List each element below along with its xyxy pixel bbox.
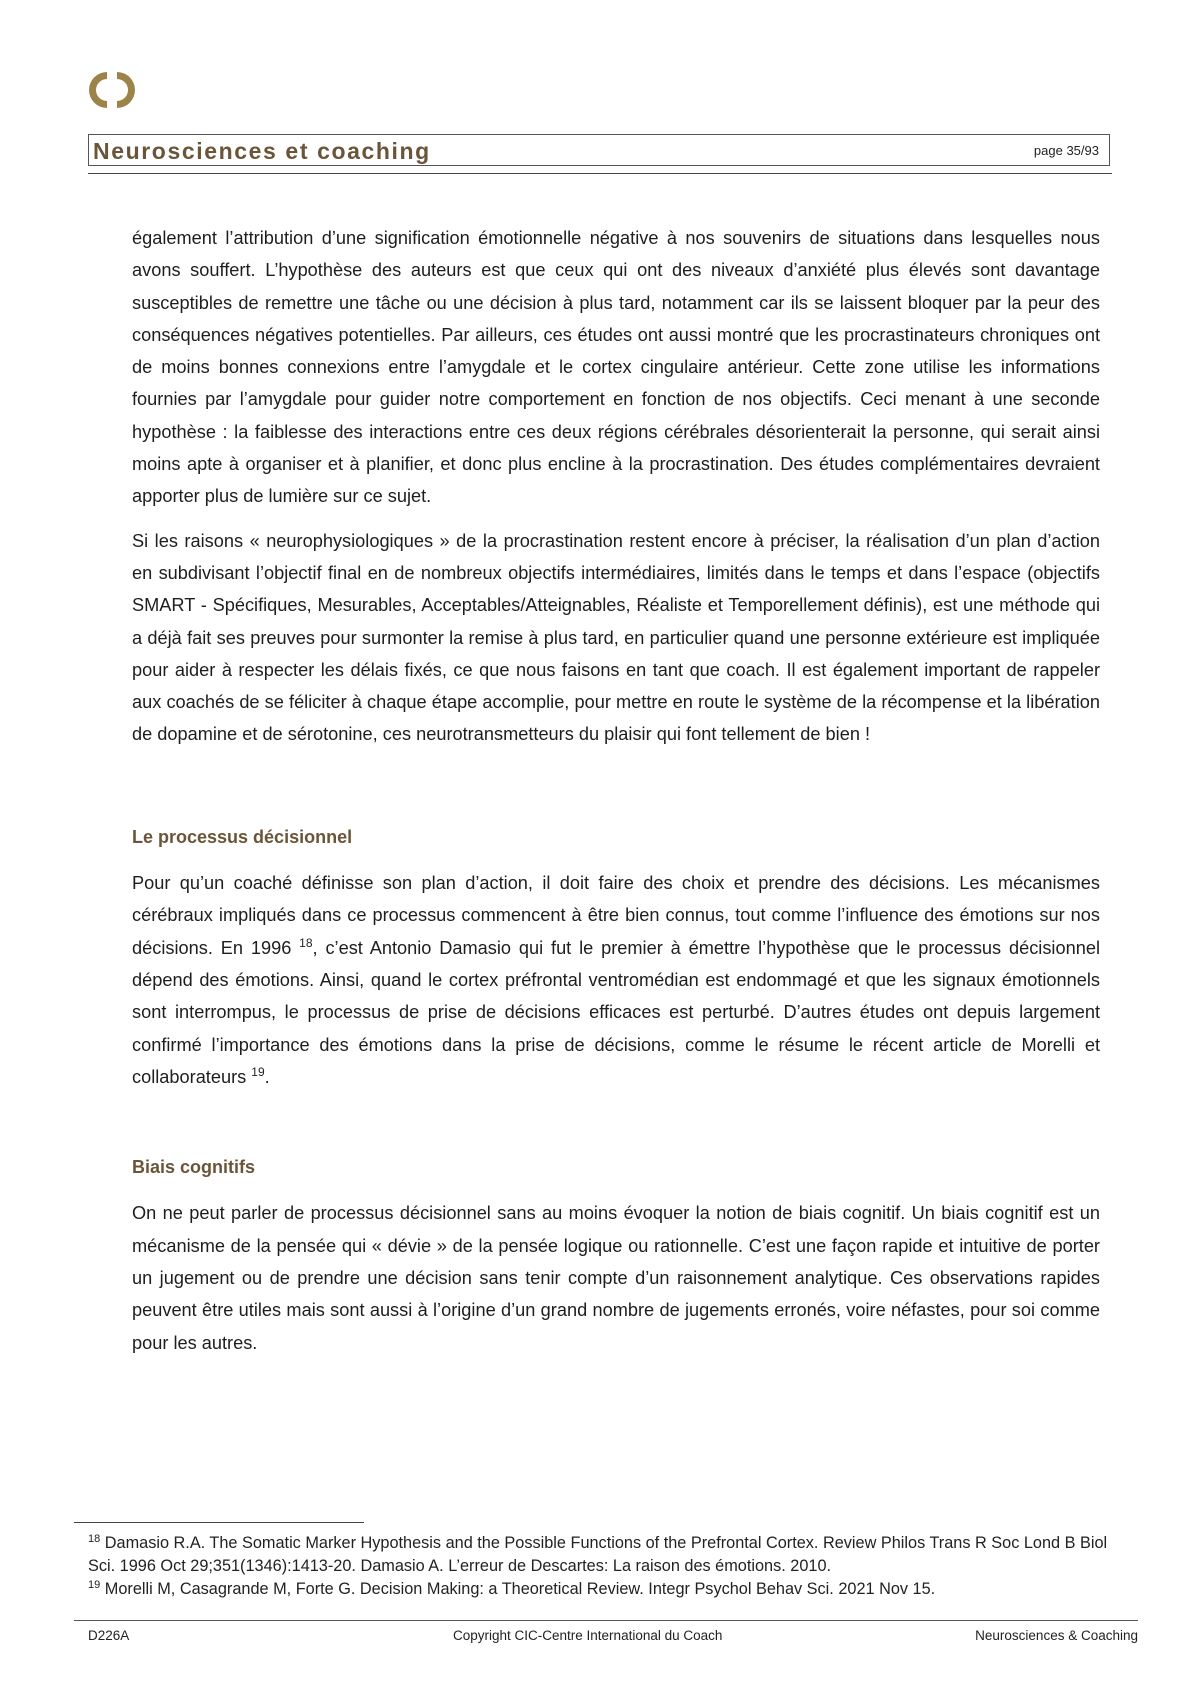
paragraph-text: , c’est Antonio Damasio qui fut le premier à émettre l’hypothèse que le processus décisionnel dépend des émotions. Ainsi, quand le cortex préfrontal ventromédian est endommagé et que les signaux émotionnels sont interrompus, le processus de prise de décisions efficaces est perturbé. D’autres études ont depuis largement confirmé l’importance des émotions dans la prise de décisions, comme le résume le récent article de Morelli et collaborateurs [132,937,1100,1087]
bracket-circle-logo-icon [88,66,136,114]
footnote-divider [74,1522,364,1523]
footnote-18 [88,1532,1118,1578]
footer-document-code: D226A [88,1628,130,1643]
footnote-number: 19 [88,1579,101,1591]
paragraph-text: . [264,1066,270,1087]
document-body [132,222,1100,1371]
paragraph: également l’attribution d’une signification émotionnelle négative à nos souvenirs de situations dans lesquelles nous avons souffert. L’hypothèse des auteurs est que ceux qui ont des niveaux d’anxiété plus élevés sont davantage susceptibles de remettre une tâche ou une décision à plus tard, notamment car ils se laissent bloquer par la peur des conséquences négatives potentielles. Par ailleurs, ces études ont aussi montré que les procrastinateurs chroniques ont de moins bonnes connexions entre l’amygdale et le cortex cingulaire antérieur. Cette zone utilise les informations fournies par l’amygdale pour guider notre comportement en fonction de nos objectifs. Ceci menant à une seconde hypothèse : la faiblesse des interactions entre ces deux régions cérébrales désorienterait la personne, qui serait ainsi moins apte à organiser et à planifier, et donc plus encline à la procrastination. Des études complémentaires devraient apporter plus de lumière sur ce sujet. [132,228,1100,507]
header-divider [88,173,1112,174]
section-heading-bias: Biais cognitifs [132,1157,256,1178]
footer-copyright: Copyright CIC-Centre International du Coach [453,1628,723,1643]
paragraph [132,867,1100,1093]
footnotes [88,1532,1118,1601]
footnote-text: Damasio R.A. The Somatic Marker Hypothesis and the Possible Functions of the Prefrontal Cortex. Review Philos Trans R Soc Lond B Biol Sci. 1996 Oct 29;351(1346):1413-20. Damasio A. L’erreur de Descartes: La raison des émotions. 2010. [88,1534,1108,1575]
footnote-ref-18[interactable]: 18 [299,935,313,950]
footer-divider [74,1620,1138,1621]
paragraph-text: Pour qu’un coaché définisse son plan d’action, il doit faire des choix et prendre des décisions. Les mécanismes cérébraux impliqués dans ce processus commencent à être bien connus, tout comme l’influence des émotions sur nos décisions. En 1996 [132,873,1100,958]
footnote-text: Morelli M, Casagrande M, Forte G. Decision Making: a Theoretical Review. Integr Psychol Behav Sci. 2021 Nov 15. [100,1580,936,1598]
footnote-19 [88,1578,1118,1601]
paragraph: Si les raisons « neurophysiologiques » de la procrastination restent encore à préciser, la réalisation d’un plan d’action en subdivisant l’objectif final en de nombreux objectifs intermédiaires, limités dans le temps et dans l’espace (objectifs SMART - Spécifiques, Mesurables, Acceptables/Atteignables, Réaliste et Temporellement définis), est une méthode qui a déjà fait ses preuves pour surmonter la remise à plus tard, en particulier quand une personne extérieure est impliquée pour aider à respecter les délais fixés, ce que nous faisons en tant que coach. Il est également important de rappeler aux coachés de se féliciter à chaque étape accomplie, pour mettre en route le système de la récompense et la libération de dopamine et de sérotonine, ces neurotransmetteurs du plaisir qui font tellement de bien ! [132,530,1100,745]
footnote-ref-19[interactable]: 19 [251,1064,265,1079]
paragraph: On ne peut parler de processus décisionnel sans au moins évoquer la notion de biais cognitif. Un biais cognitif est un mécanisme de la pensée qui « dévie » de la pensée logique ou rationnelle. C’est une façon rapide et intuitive de porter un jugement ou de prendre une décision sans tenir compte d’un raisonnement analytique. Ces observations rapides peuvent être utiles mais sont aussi à l’origine d’un grand nombre de jugements erronés, voire néfastes, pour soi comme pour les autres. [132,1203,1100,1353]
footer-title: Neurosciences & Coaching [975,1628,1138,1643]
document-header [88,134,1110,166]
page-number: page 35/93 [1033,143,1099,158]
document-title: Neurosciences et coaching [93,138,431,164]
section-heading-decision: Le processus décisionnel [132,826,353,847]
footnote-number: 18 [88,1533,101,1545]
